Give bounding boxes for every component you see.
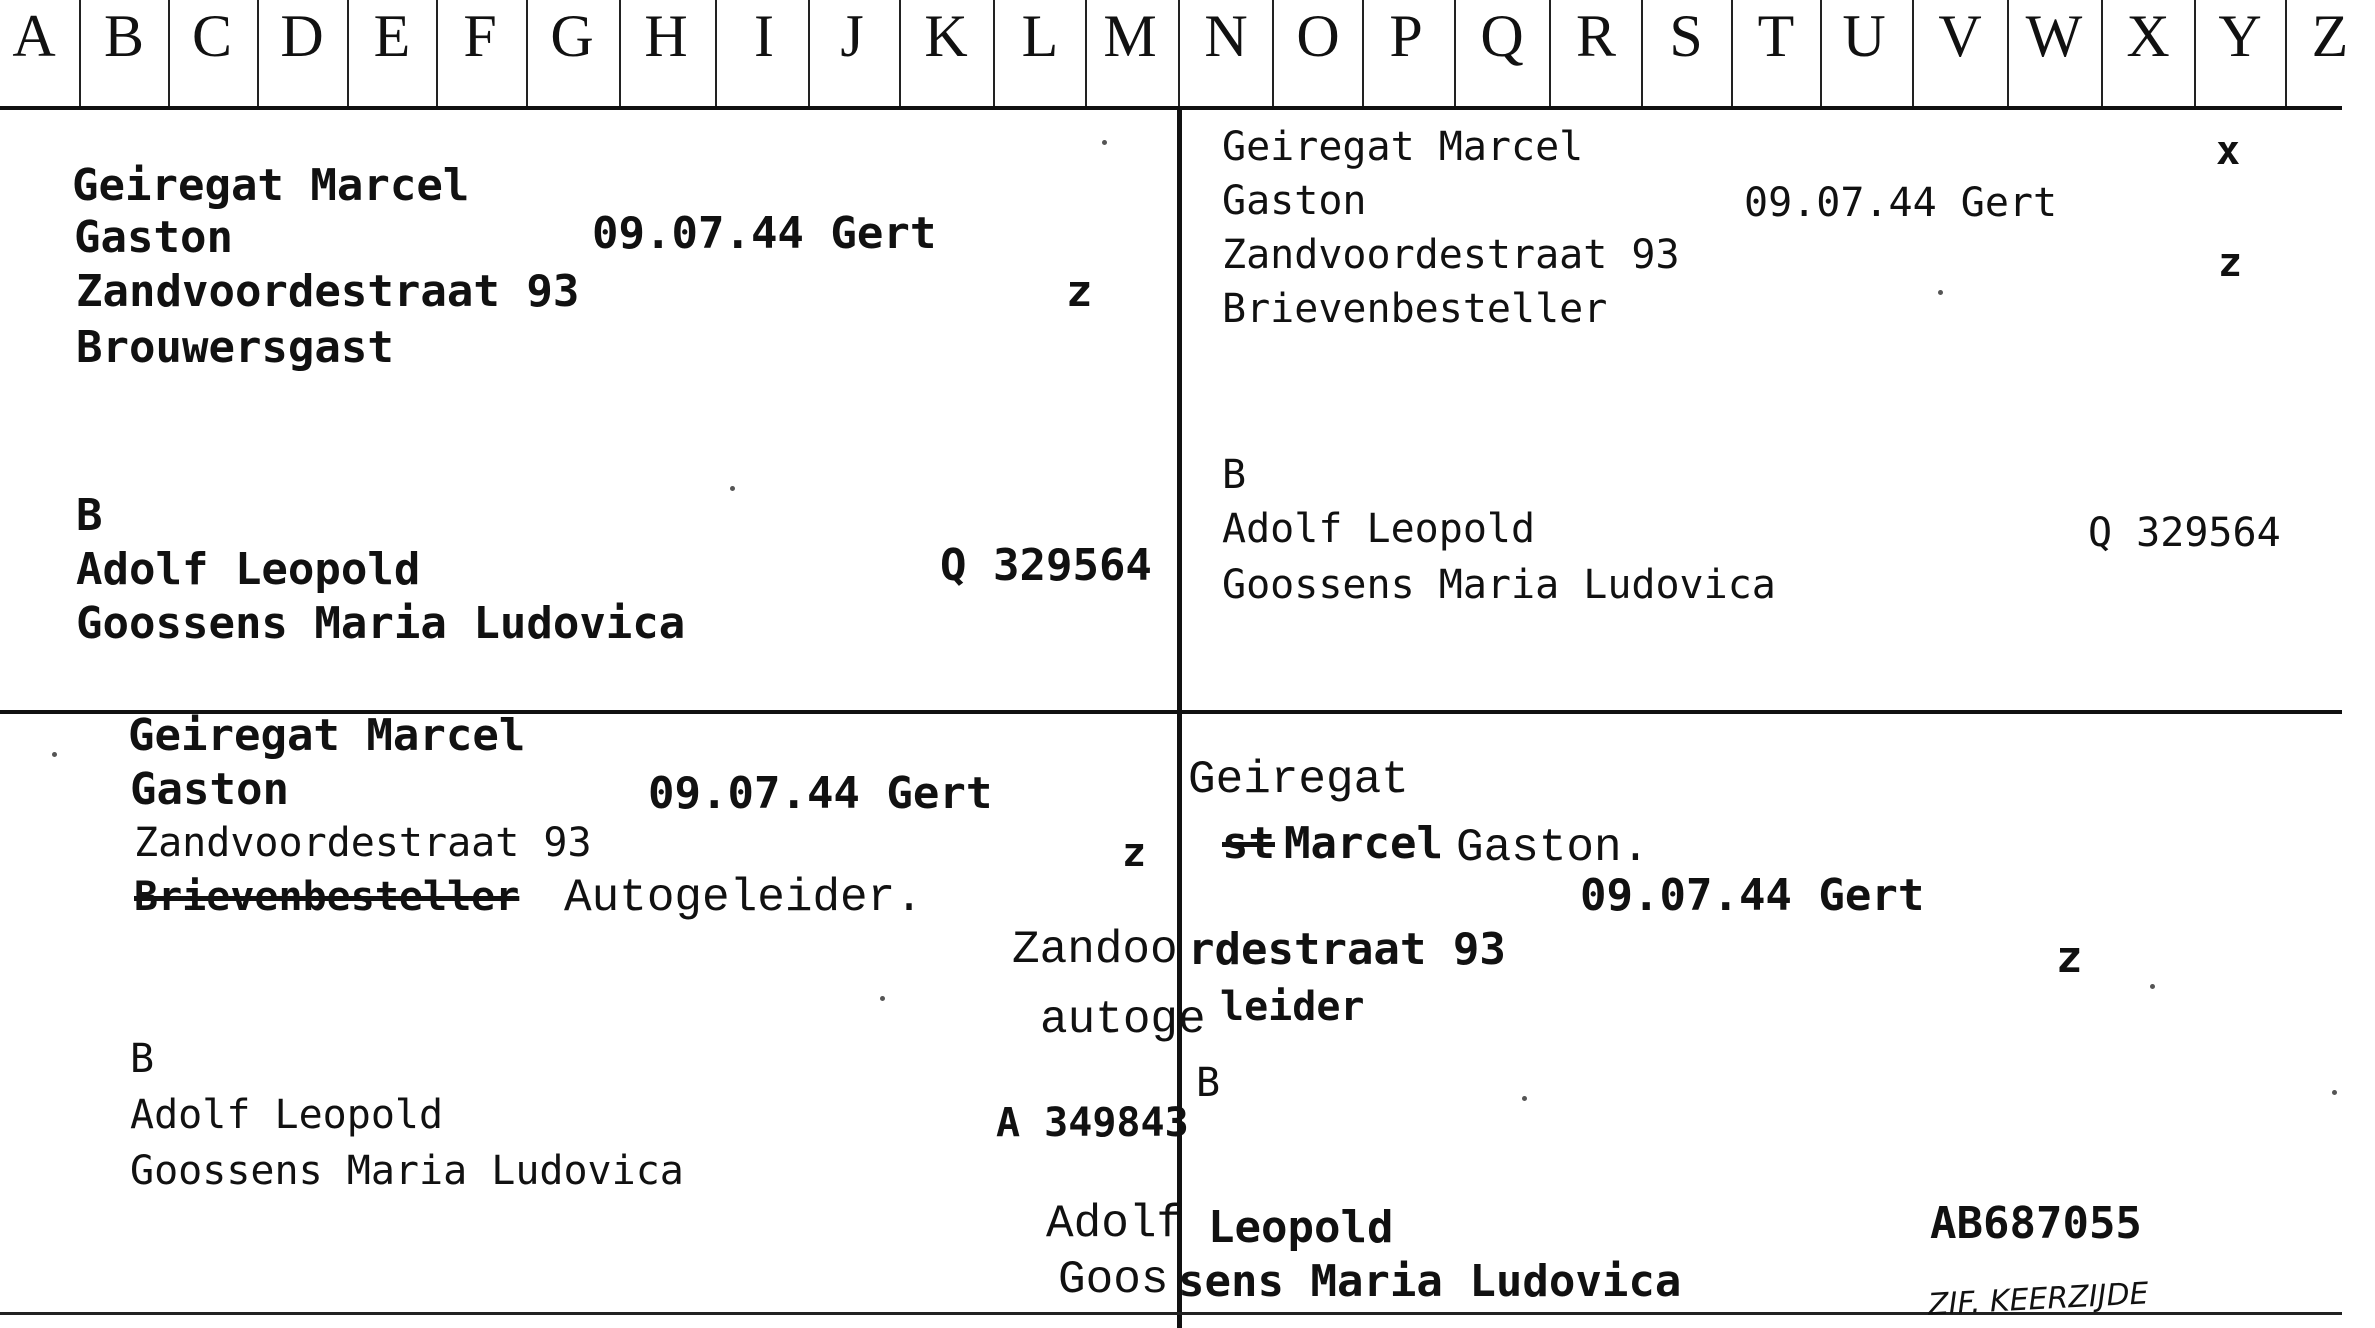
card-occupation: Brievenbesteller	[1222, 286, 1608, 332]
alphabet-index-row	[0, 0, 2349, 110]
index-letter: J	[840, 3, 864, 69]
card-mark: z	[1066, 266, 1093, 317]
index-letter: N	[1204, 3, 1248, 69]
index-letter: A	[12, 3, 56, 69]
index-letter: M	[1103, 3, 1157, 69]
card-number: AB687055	[1930, 1198, 2142, 1249]
card-father: Adolf Leopold	[1222, 506, 1536, 552]
card-birth: 09.07.44 Gert	[592, 208, 937, 259]
card-category: B	[1196, 1060, 1221, 1106]
index-separator	[526, 0, 528, 106]
card-occupation: Autogeleider.	[564, 872, 923, 924]
index-separator	[1178, 0, 1180, 106]
scan-speck	[52, 752, 57, 757]
card-number: Q 329564	[940, 540, 1152, 591]
card-mother: sens Maria Ludovica	[1178, 1256, 1682, 1307]
index-separator	[2101, 0, 2103, 106]
index-separator	[79, 0, 81, 106]
scan-speck	[1522, 1096, 1527, 1101]
index-separator	[1454, 0, 1456, 106]
index-letter: T	[1757, 3, 1795, 69]
card-mother: Goossens Maria Ludovica	[130, 1148, 684, 1194]
index-separator	[808, 0, 810, 106]
index-letter: K	[924, 3, 968, 69]
card-address: Zandvoordestraat 93	[1222, 232, 1680, 278]
scan-speck	[880, 996, 885, 1001]
scan-speck	[1938, 290, 1943, 295]
card-given-name: Gaston.	[1456, 822, 1650, 874]
card-birth: 09.07.44 Gert	[1580, 870, 1925, 921]
index-letter: R	[1575, 3, 1617, 69]
index-letter: D	[280, 3, 324, 69]
index-letter: G	[550, 3, 594, 69]
card-mark-x: x	[2216, 128, 2241, 174]
index-letter: Y	[2218, 3, 2262, 69]
index-separator	[1362, 0, 1364, 106]
index-letter: H	[644, 3, 688, 69]
card-mark: z	[1122, 830, 1147, 876]
index-separator	[2194, 0, 2196, 106]
card-surname: Geiregat	[1188, 754, 1409, 806]
card-surname: Geiregat Marcel	[1222, 124, 1584, 170]
index-separator	[1641, 0, 1643, 106]
card-mother-part: Goos	[1058, 1254, 1169, 1306]
card-address: rdestraat 93	[1188, 924, 1506, 975]
card-father-part: Adolf	[1046, 1198, 1185, 1250]
index-separator	[1085, 0, 1087, 106]
card-surname: Geiregat Marcel	[72, 160, 470, 211]
index-letter: L	[1021, 3, 1059, 69]
card-occupation: leider	[1220, 984, 1365, 1030]
index-separator	[993, 0, 995, 106]
index-letter: V	[1938, 3, 1982, 69]
card-number: A 349843	[996, 1100, 1189, 1146]
card-occupation: Brouwersgast	[76, 322, 394, 373]
card-father: Leopold	[1208, 1202, 1394, 1253]
index-letter: S	[1669, 3, 1703, 69]
card-father: Adolf Leopold	[76, 544, 421, 595]
index-separator	[1272, 0, 1274, 106]
index-separator	[2285, 0, 2287, 106]
card-surname: Geiregat Marcel	[128, 710, 526, 761]
index-letter: Z	[2311, 3, 2349, 69]
scan-speck	[1102, 140, 1107, 145]
card-given-name: Gaston	[74, 212, 233, 263]
scan-speck	[730, 486, 735, 491]
index-separator	[619, 0, 621, 106]
index-separator	[1731, 0, 1733, 106]
handwritten-note: ZIF. KEERZIJDE	[1927, 1276, 2150, 1323]
card-address-part: Zandoo	[1012, 924, 1178, 976]
index-separator	[1549, 0, 1551, 106]
card-given-name-bold: Marcel	[1284, 818, 1443, 869]
index-letter: F	[463, 3, 497, 69]
card-given-name: Gaston	[130, 764, 289, 815]
index-separator	[436, 0, 438, 106]
card-category: B	[76, 490, 103, 541]
card-number: Q 329564	[2088, 510, 2281, 556]
index-separator	[168, 0, 170, 106]
scan-speck	[2150, 984, 2155, 989]
card-category: B	[1222, 452, 1247, 498]
index-separator	[2007, 0, 2009, 106]
card-address: Zandvoordestraat 93	[134, 820, 592, 866]
card-birth: 09.07.44 Gert	[648, 768, 993, 819]
index-letter: X	[2126, 3, 2170, 69]
index-separator	[347, 0, 349, 106]
card-category: B	[130, 1036, 155, 1082]
index-separator	[257, 0, 259, 106]
card-mother: Goossens Maria Ludovica	[76, 598, 686, 649]
card-given-prefix-struck: st	[1222, 818, 1275, 869]
card-occupation-struck: Brievenbesteller	[134, 874, 520, 920]
card-birth: 09.07.44 Gert	[1744, 180, 2058, 226]
index-letter: C	[191, 3, 233, 69]
card-given-name: Gaston	[1222, 178, 1367, 224]
index-letter: U	[1842, 3, 1886, 69]
index-separator	[1820, 0, 1822, 106]
card-address: Zandvoordestraat 93	[76, 266, 580, 317]
index-separator	[899, 0, 901, 106]
index-letter: B	[103, 3, 145, 69]
card-father: Adolf Leopold	[130, 1092, 444, 1138]
card-mark: z	[2056, 932, 2083, 983]
card-mark: z	[2218, 240, 2243, 286]
index-letter: Q	[1480, 3, 1524, 69]
card-occupation-part: autoge	[1040, 994, 1206, 1046]
scan-speck	[2332, 1090, 2337, 1095]
index-separator	[715, 0, 717, 106]
index-letter: I	[754, 3, 774, 69]
index-letter: E	[373, 3, 411, 69]
card-mother: Goossens Maria Ludovica	[1222, 562, 1776, 608]
index-letter: O	[1296, 3, 1340, 69]
index-letter: W	[2025, 3, 2083, 69]
index-separator	[1912, 0, 1914, 106]
index-letter: P	[1389, 3, 1423, 69]
